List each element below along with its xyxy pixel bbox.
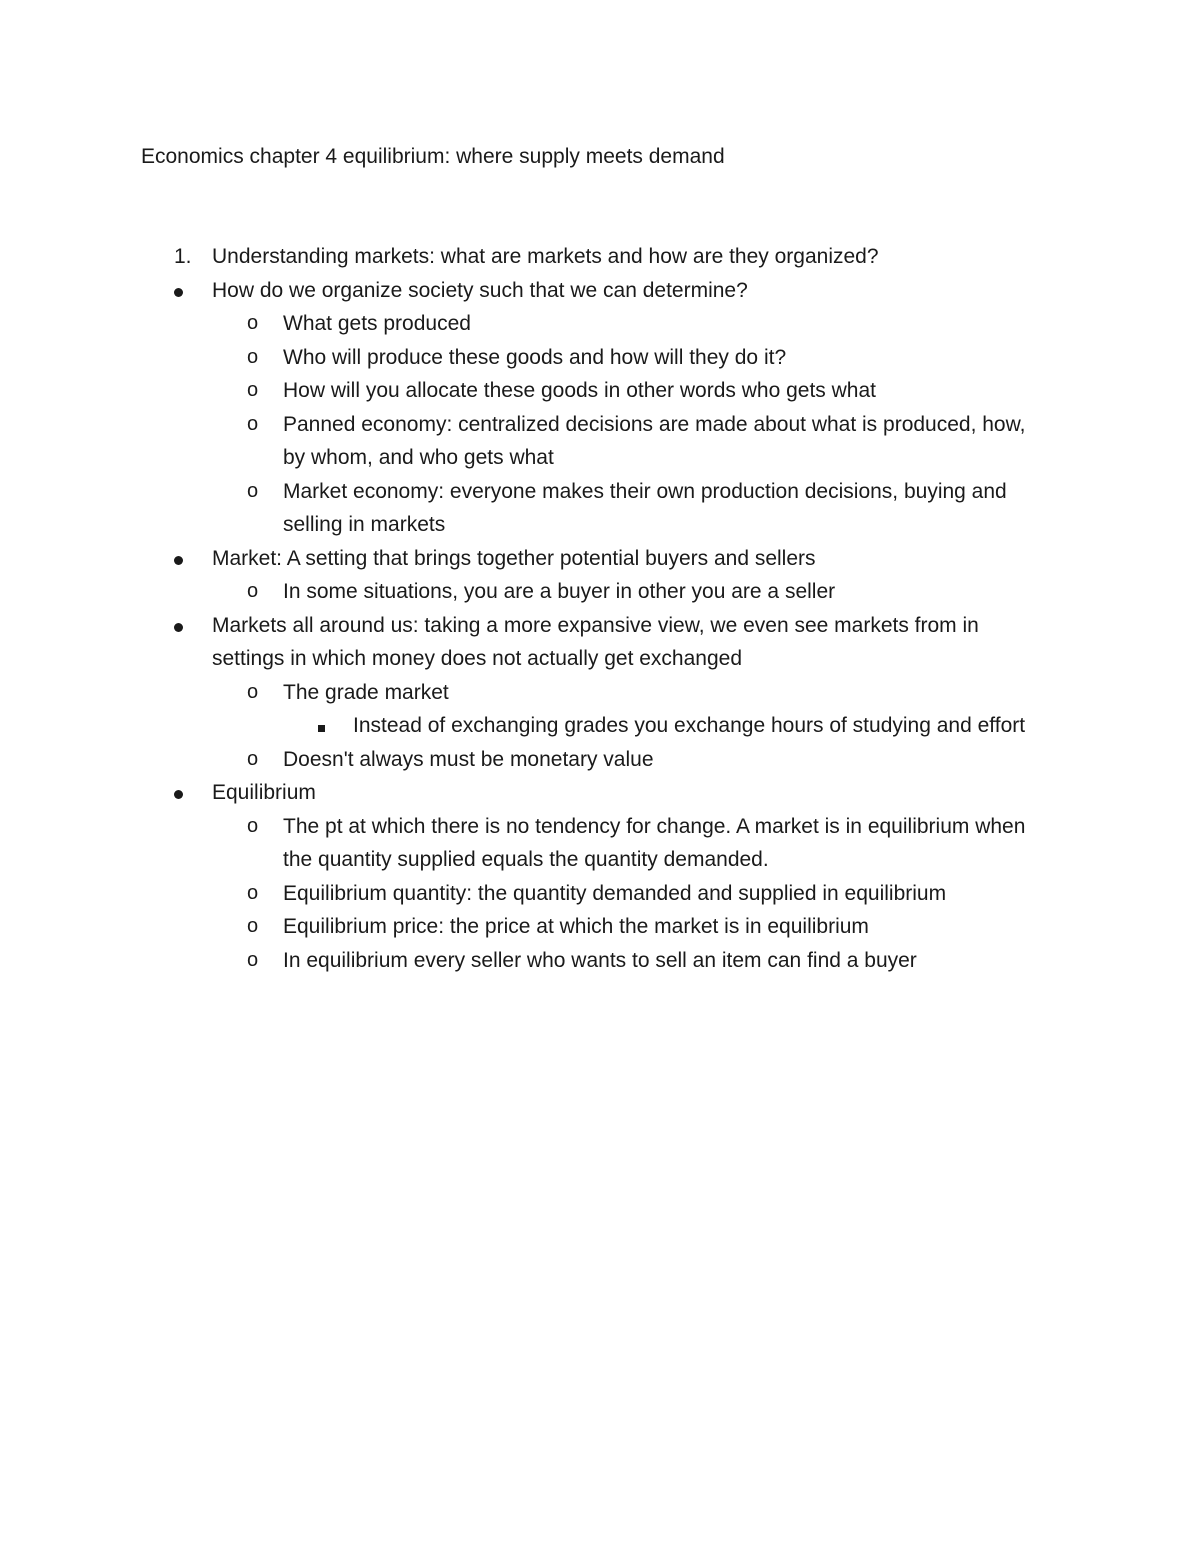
outline-item-text: Understanding markets: what are markets and how are they organized? [212,245,879,268]
bullet-dot-icon [174,623,183,632]
outline-item-level-2 [0,676,1053,710]
outline-item-text: Panned economy: centralized decisions are made about what is produced, how, by whom, and who gets what [283,412,1026,469]
outline-item-text: Instead of exchanging grades you exchange hours of studying and effort [353,714,1026,737]
list-circle-bullet: o [247,479,259,502]
list-bullet [174,609,183,643]
list-circle-bullet: o [247,345,259,368]
outline-item-level-2 [0,374,1053,408]
outline-item-level-2 [0,743,1053,777]
bullet-dot-icon [174,790,183,799]
list-bullet [174,776,183,810]
outline-item-text: Who will produce these goods and how will they do it? [283,345,787,369]
outline-item-text: Equilibrium price: the price at which the market is in equilibrium [283,915,869,938]
outline-item-level-2 [0,408,1053,475]
outline-item-level-1 [0,240,1052,274]
outline-item-text: In some situations, you are a buyer in other you are a seller [283,580,836,603]
outline-item-text: How do we organize society such that we can determine? [212,278,748,302]
outline-item-text: Equilibrium [212,781,316,804]
outline-item-level-1 [0,542,1052,576]
outline-item-text: The grade market [283,680,449,704]
list-bullet [174,542,183,576]
outline-item-text: Equilibrium quantity: the quantity demanded and supplied in equilibrium [283,881,947,905]
list-circle-bullet: o [247,948,259,971]
outline-item-text: The pt at which there is no tendency for change. A market is in equilibrium when the quantity supplied equals the quantity demanded. [283,814,1026,871]
bullet-dot-icon [174,288,183,297]
outline-item-level-2 [0,575,1053,609]
outline-item-text: Doesn't always must be monetary value [283,747,654,771]
outline-item-level-2 [0,910,1053,944]
list-circle-bullet: o [247,379,259,401]
list-bullet [174,274,183,308]
outline-item-level-1 [0,776,1052,810]
list-circle-bullet: o [247,580,259,602]
outline-item-text: Market: A setting that brings together potential buyers and sellers [212,546,816,570]
outline-item-text: In equilibrium every seller who wants to sell an item can find a buyer [283,948,917,972]
bullet-dot-icon [174,556,183,565]
outline-item-level-2 [0,307,1053,341]
outline-item-level-2 [0,810,1053,877]
outline-item-level-2 [0,341,1053,375]
list-circle-bullet: o [247,915,259,937]
outline-item-level-2 [0,944,1053,978]
outline-item-text: How will you allocate these goods in other words who gets what [283,379,876,402]
list-circle-bullet: o [247,747,259,770]
notes-outline [0,240,1200,977]
list-circle-bullet: o [247,814,259,837]
list-number: 1. [174,245,192,268]
bullet-square-icon [318,725,325,732]
list-square-bullet [318,709,325,743]
outline-item-text: Markets all around us: taking a more expansive view, we even see markets from in settings in which money does not actually get exchanged [212,613,979,670]
outline-item-level-2 [0,475,1053,542]
outline-item-level-3 [0,709,1043,743]
outline-item-text: Market economy: everyone makes their own production decisions, buying and selling in markets [283,479,1007,536]
outline-item-level-1 [0,609,1052,676]
outline-item-level-1 [0,274,1052,308]
list-circle-bullet: o [247,680,259,703]
outline-item-text: What gets produced [283,312,471,335]
document-title: Economics chapter 4 equilibrium: where supply meets demand [141,145,725,168]
list-circle-bullet: o [247,412,259,435]
list-circle-bullet: o [247,312,259,334]
outline-item-level-2 [0,877,1053,911]
list-circle-bullet: o [247,881,259,904]
